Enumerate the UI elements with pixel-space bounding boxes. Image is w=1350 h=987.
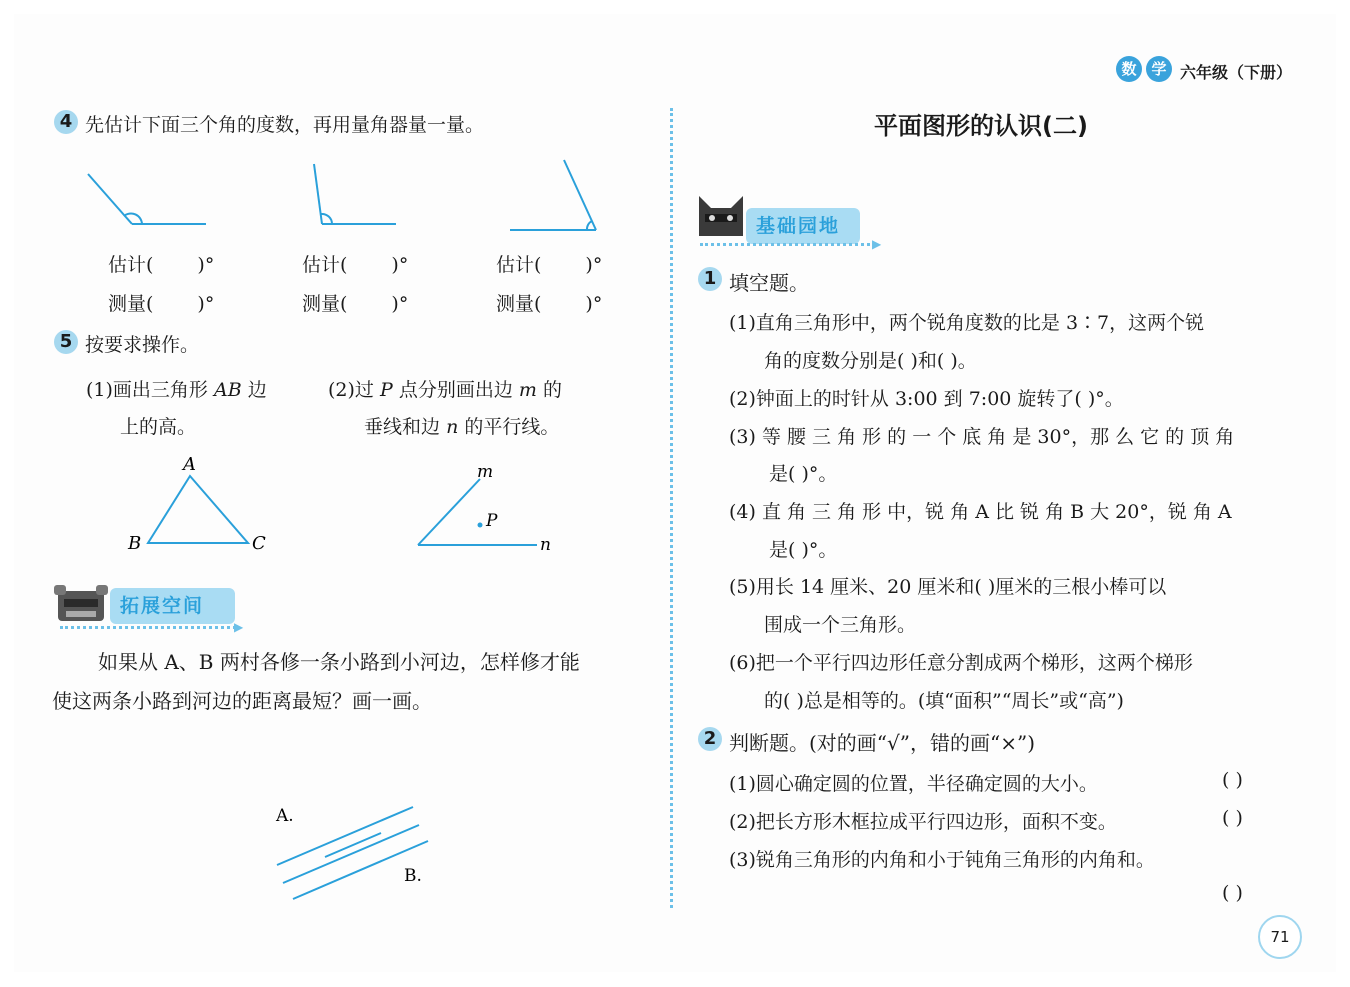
page-divider [670,108,673,908]
question-1-badge: 1 [698,267,722,291]
question-2-heading: 判断题。(对的画“√”，错的画“×”) [729,731,1036,755]
q1-item-6a: (6)把一个平行四边形任意分割成两个梯形，这两个梯形 [729,652,1193,674]
basics-banner: 基础园地 [746,208,860,244]
angle-figures [80,150,640,250]
grade-label: 六年级（下册） [1180,63,1293,82]
question-1-heading: 填空题。 [729,271,809,295]
q2-answer-3[interactable]: ( ) [1222,882,1243,904]
q1-item-4b: 是( )°。 [769,539,838,561]
triangle-abc [120,450,290,560]
q1-item-1b: 角的度数分别是( )和( )。 [764,350,977,372]
vertex-b: B [128,533,142,554]
angle-1-arm [88,174,132,224]
measure-3[interactable]: 测量( )° [496,293,603,315]
page-title: 平面图形的认识(二) [874,112,1088,140]
angle-3-arc [587,221,592,230]
triangle-shape [148,476,248,543]
village-b-label: B. [404,866,422,886]
measure-1[interactable]: 测量( )° [108,293,215,315]
page-number: 71 [1258,915,1302,959]
q1-item-2: (2)钟面上的时针从 3:00 到 7:00 旋转了( )°。 [729,388,1124,410]
q5-part2-line2: 垂线和边 n 的平行线。 [364,416,560,438]
cat-mascot-icon [695,188,747,240]
q2-answer-1[interactable]: ( ) [1222,769,1243,791]
q1-item-3a: (3) 等 腰 三 角 形 的 一 个 底 角 是 30°，那 么 它 的 顶 角 [729,426,1235,448]
extension-text-line1: 如果从 A、B 两村各修一条小路到小河边，怎样修才能 [98,650,580,674]
river-figure [265,795,435,905]
subject-badge-2: 学 [1146,56,1172,82]
angle-3-arm [564,160,596,230]
point-p [478,523,483,528]
lines-m-n-figure [410,455,570,560]
q1-item-3b: 是( )°。 [769,463,838,485]
extension-arrow-icon: ▶ [234,620,244,634]
question-5-text: 按要求操作。 [85,334,200,356]
measure-2[interactable]: 测量( )° [302,293,409,315]
extension-underline [60,626,236,629]
line-m [418,479,480,545]
extension-banner: 拓展空间 [110,588,235,624]
question-4-badge: 4 [54,110,78,134]
basics-arrow-icon: ▶ [872,237,882,251]
q5-part2-line1: (2)过 P 点分别画出边 m 的 [328,379,562,401]
question-5-badge: 5 [54,330,78,354]
basics-underline [700,243,876,246]
estimate-2[interactable]: 估计( )° [302,254,409,276]
q5-part1-line1: (1)画出三角形 AB 边 [86,379,267,401]
label-n: n [540,535,551,555]
estimate-3[interactable]: 估计( )° [496,254,603,276]
label-p: P [486,511,498,531]
vertex-a: A [183,454,196,475]
extension-text-line2: 使这两条小路到河边的距离最短？画一画。 [52,689,432,713]
village-a-label: A. [276,806,294,826]
q1-item-6b: 的( )总是相等的。(填“面积”“周长”或“高”) [764,690,1124,712]
question-4-text: 先估计下面三个角的度数，再用量角器量一量。 [85,114,485,136]
q1-item-5b: 围成一个三角形。 [764,614,917,636]
q2-item-3: (3)锐角三角形的内角和小于钝角三角形的内角和。 [729,849,1155,871]
q5-part1-line2: 上的高。 [120,416,197,438]
q2-answer-2[interactable]: ( ) [1222,807,1243,829]
angle-2-arm [314,164,322,224]
label-m: m [477,462,494,482]
vertex-c: C [252,533,266,554]
subject-badge-1: 数 [1116,56,1142,82]
q2-item-2: (2)把长方形木框拉成平行四边形，面积不变。 [729,811,1117,833]
q2-item-1: (1)圆心确定圆的位置，半径确定圆的大小。 [729,773,1098,795]
q1-item-1a: (1)直角三角形中，两个锐角度数的比是 3∶7，这两个锐 [729,312,1205,334]
estimate-1[interactable]: 估计( )° [108,254,215,276]
robot-mascot-icon [52,583,110,625]
q1-item-5a: (5)用长 14 厘米、20 厘米和( )厘米的三根小棒可以 [729,576,1167,598]
q1-item-4a: (4) 直 角 三 角 形 中，锐 角 A 比 锐 角 B 大 20°，锐 角 A [729,501,1232,523]
question-2-badge: 2 [698,727,722,751]
